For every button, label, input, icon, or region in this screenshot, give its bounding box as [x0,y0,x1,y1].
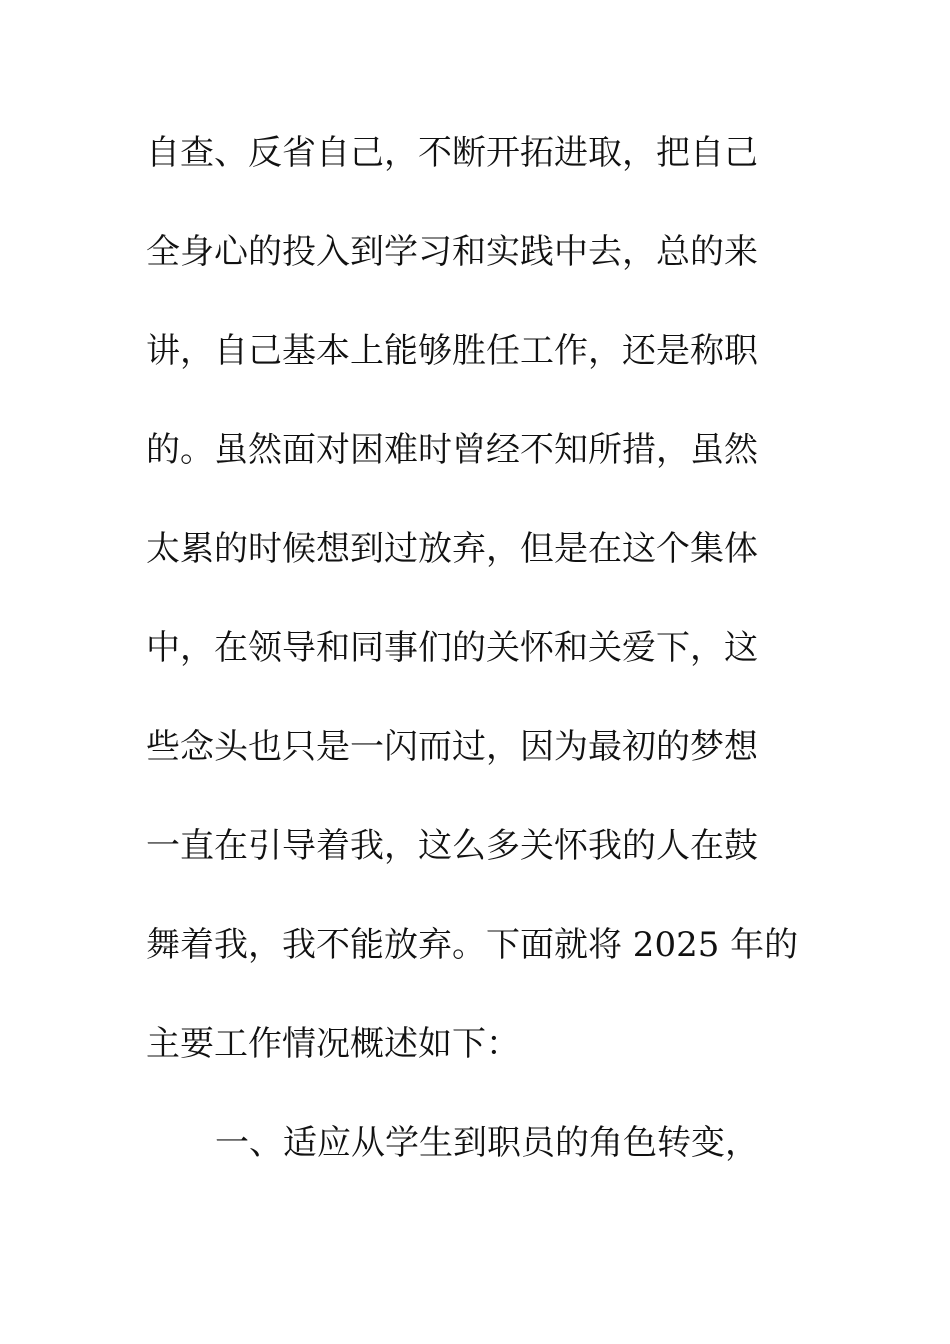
text-line-5: 太累的时候想到过放弃，但是在这个集体 [146,529,758,569]
text-line-2: 全身心的投入到学习和实践中去，总的来 [146,232,758,272]
text-line-8: 一直在引导着我，这么多关怀我的人在鼓 [146,826,758,866]
text-line-4: 的。虽然面对困难时曾经不知所措，虽然 [146,430,758,470]
text-line-10: 主要工作情况概述如下： [146,1024,520,1064]
text-line-6: 中，在领导和同事们的关怀和关爱下，这 [146,628,758,668]
text-line-1: 自查、反省自己，不断开拓进取，把自己 [146,133,758,173]
body-text [146,122,806,1211]
section-heading-1: 一、适应从学生到职员的角色转变， [215,1123,759,1163]
text-line-9: 舞着我，我不能放弃。下面就将 2025 年的 [146,925,799,965]
text-line-7: 些念头也只是一闪而过，因为最初的梦想 [146,727,758,767]
text-line-3: 讲，自己基本上能够胜任工作，还是称职 [146,331,758,371]
